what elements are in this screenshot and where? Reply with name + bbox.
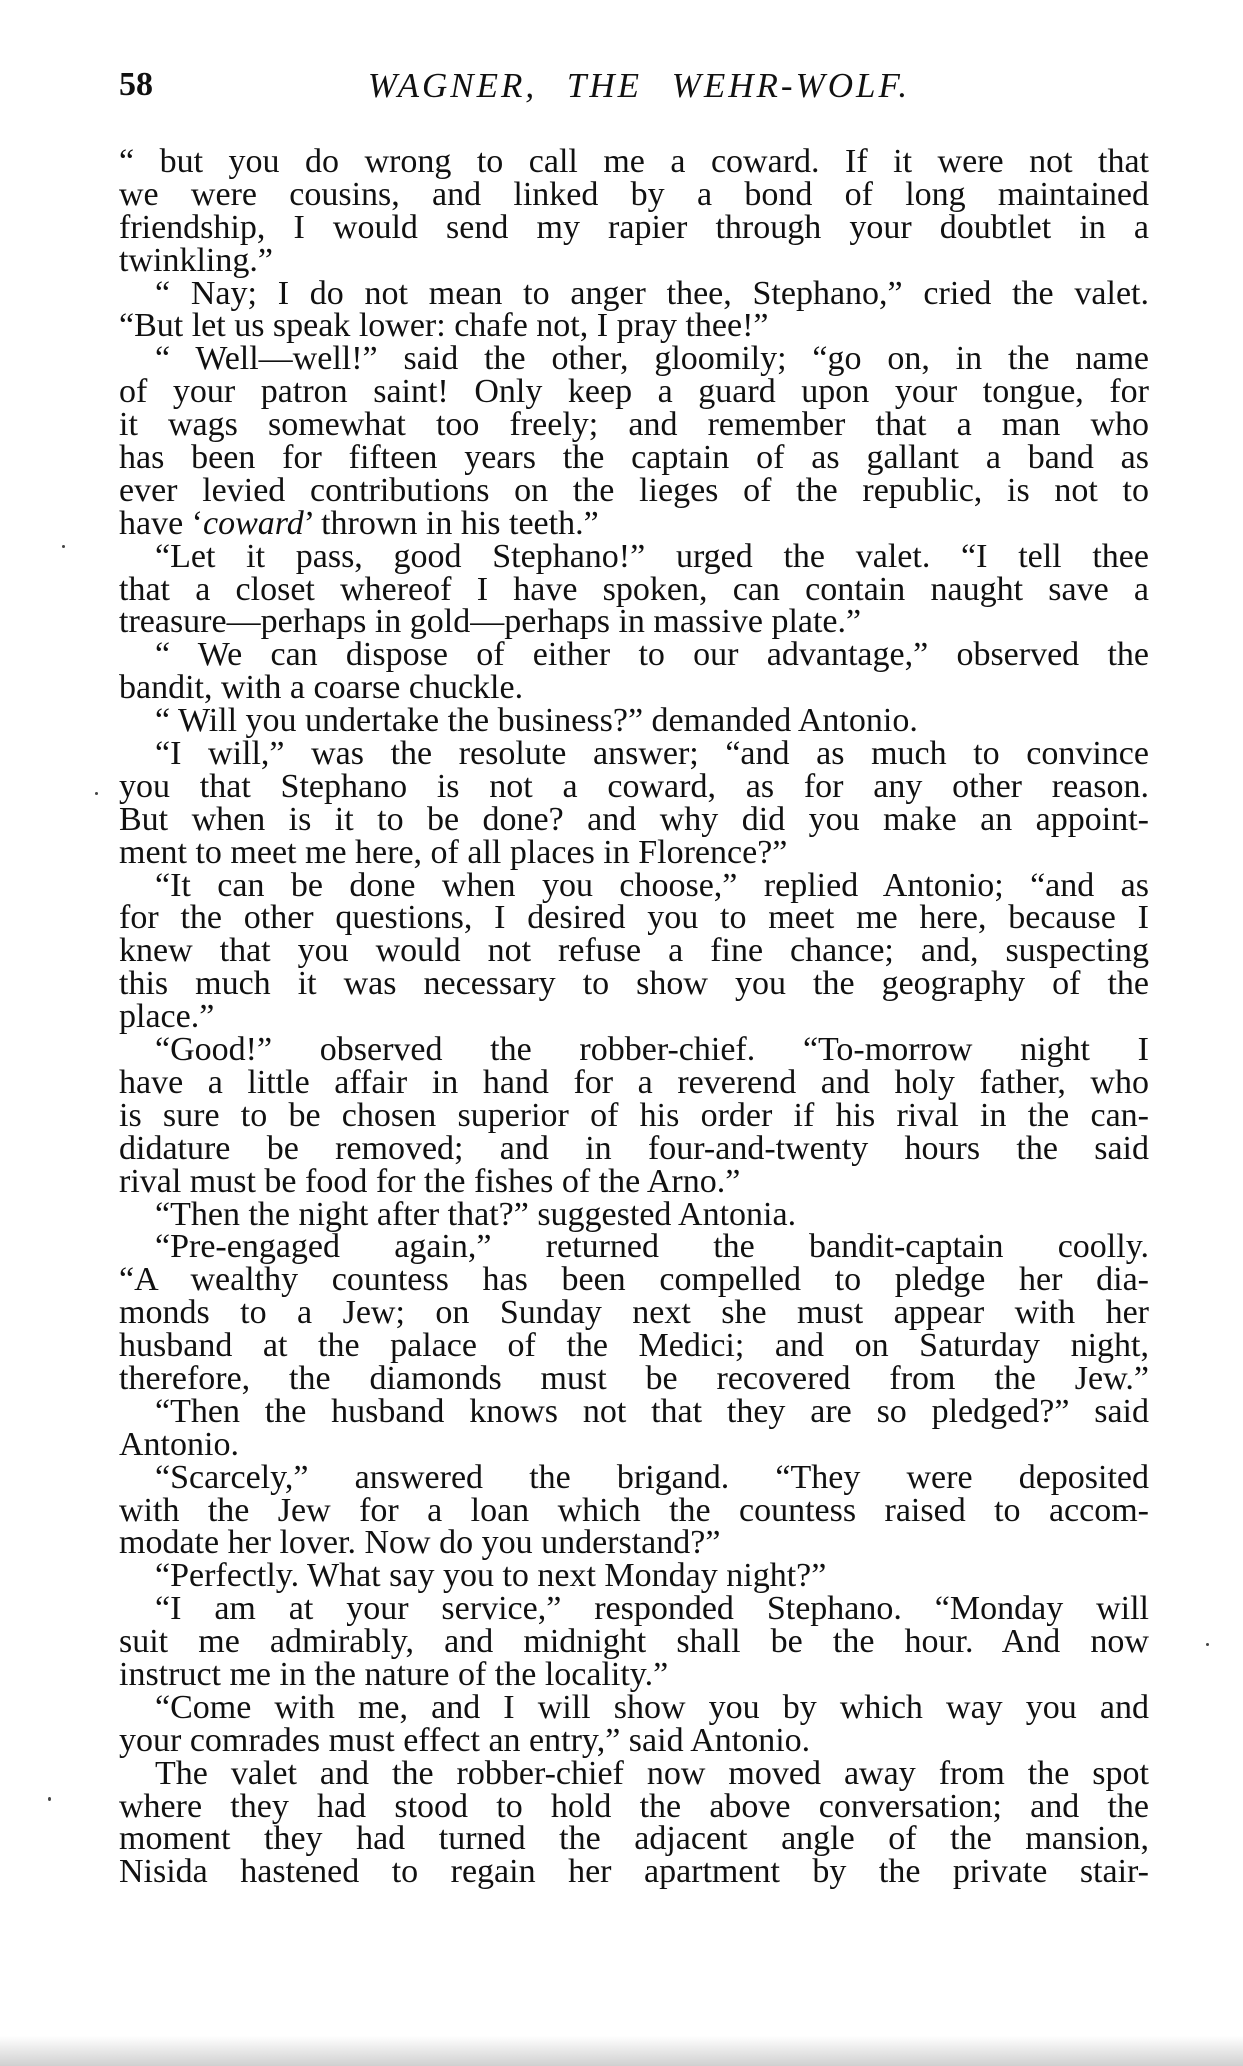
- text-line: place.”: [119, 998, 215, 1036]
- text-line: have a little affair in hand for a reverend and holy father, who: [119, 1063, 1149, 1101]
- text-line: “ Will you undertake the business?” demanded Antonio.: [155, 702, 918, 740]
- page-number: 58: [119, 66, 153, 103]
- text-line: your comrades must effect an entry,” said Antonio.: [119, 1721, 811, 1759]
- text-line: didature be removed; and in four-and-twenty hours the said: [119, 1129, 1149, 1167]
- text-line: “ Well—well!” said the other, gloomily; “go on, in the name: [155, 340, 1149, 378]
- text-line: “Then the night after that?” suggested Antonia.: [155, 1195, 797, 1233]
- scan-edge-noise: [0, 2036, 1243, 2066]
- text-line: Antonio.: [119, 1425, 239, 1463]
- body-text: [119, 143, 1149, 1891]
- text-line: “I will,” was the resolute answer; “and as much to convince: [155, 735, 1149, 773]
- text-line: “ but you do wrong to call me a coward. If it were not that: [119, 143, 1149, 180]
- text-line: suit me admirably, and midnight shall be the hour. And now: [119, 1623, 1149, 1661]
- text-line: treasure—perhaps in gold—perhaps in massive plate.”: [119, 603, 862, 641]
- text-line: “Perfectly. What say you to next Monday night?”: [155, 1557, 827, 1595]
- text-line: has been for fifteen years the captain of as gallant a band as: [119, 439, 1149, 477]
- text-line: Nisida hastened to regain her apartment by the private stair-: [119, 1853, 1149, 1891]
- text-line: monds to a Jew; on Sunday next she must appear with her: [119, 1294, 1149, 1332]
- text-line: where they had stood to hold the above conversation; and the: [119, 1787, 1149, 1825]
- page-header: [119, 66, 1149, 116]
- text-line: instruct me in the nature of the locality.”: [119, 1655, 669, 1693]
- text-line: with the Jew for a loan which the countess raised to accom-: [119, 1491, 1149, 1529]
- text-line: husband at the palace of the Medici; and on Saturday night,: [119, 1327, 1149, 1365]
- text-line: “A wealthy countess has been compelled to pledge her dia-: [119, 1261, 1149, 1299]
- text-line: [119, 504, 1149, 542]
- text-line: therefore, the diamonds must be recovered from the Jew.”: [119, 1359, 1149, 1397]
- text-line: rival must be food for the fishes of the Arno.”: [119, 1162, 741, 1200]
- text-line: that a closet whereof I have spoken, can contain naught save a: [119, 570, 1149, 608]
- text-line: knew that you would not refuse a fine chance; and, suspecting: [119, 932, 1149, 970]
- text-line: “ We can dispose of either to our advantage,” observed the: [155, 636, 1149, 674]
- text-segment: ’ thrown in his teeth.”: [303, 504, 599, 542]
- scan-speck: [48, 1797, 51, 1801]
- text-line: But when is it to be done? and why did you make an appoint-: [119, 800, 1149, 838]
- scan-speck: [95, 792, 98, 795]
- text-line: “Good!” observed the robber-chief. “To-morrow night I: [155, 1031, 1149, 1069]
- text-line: The valet and the robber-chief now moved away from the spot: [155, 1754, 1149, 1792]
- text-line: friendship, I would send my rapier through your doubtlet in a: [119, 208, 1149, 246]
- text-line: is sure to be chosen superior of his order if his rival in the can-: [119, 1096, 1149, 1134]
- scan-speck: [62, 545, 65, 548]
- text-line: “ Nay; I do not mean to anger thee, Stephano,” cried the valet.: [155, 274, 1149, 312]
- text-line: this much it was necessary to show you the geography of the: [119, 965, 1149, 1003]
- text-line: “Let it pass, good Stephano!” urged the valet. “I tell thee: [155, 537, 1149, 575]
- text-line: for the other questions, I desired you to meet me here, because I: [119, 899, 1149, 937]
- text-line: “But let us speak lower: chafe not, I pray thee!”: [119, 307, 769, 345]
- text-line: you that Stephano is not a coward, as for any other reason.: [119, 767, 1149, 805]
- text-line: “I am at your service,” responded Stephano. “Monday will: [155, 1590, 1149, 1628]
- text-line: modate her lover. Now do you understand?”: [119, 1524, 721, 1562]
- text-line: we were cousins, and linked by a bond of long maintained: [119, 175, 1149, 213]
- text-line: moment they had turned the adjacent angle of the mansion,: [119, 1820, 1149, 1858]
- text-line: “Then the husband knows not that they are so pledged?” said: [155, 1392, 1149, 1430]
- text-line: twinkling.”: [119, 241, 273, 279]
- text-line: “Come with me, and I will show you by which way you and: [155, 1688, 1149, 1726]
- text-segment: have ‘: [119, 504, 204, 542]
- scan-speck: [1206, 1643, 1209, 1646]
- text-line: it wags somewhat too freely; and remember that a man who: [119, 406, 1149, 444]
- italic-word: coward: [203, 504, 304, 542]
- text-line: “Scarcely,” answered the brigand. “They were deposited: [155, 1458, 1149, 1496]
- text-line: “Pre-engaged again,” returned the bandit-captain coolly.: [155, 1228, 1149, 1266]
- text-line: of your patron saint! Only keep a guard upon your tongue, for: [119, 373, 1149, 411]
- running-title: WAGNER, THE WEHR-WOLF.: [367, 66, 911, 105]
- text-line: bandit, with a coarse chuckle.: [119, 669, 524, 707]
- text-line: ment to meet me here, of all places in Florence?”: [119, 833, 788, 871]
- text-line: “It can be done when you choose,” replied Antonio; “and as: [155, 866, 1149, 904]
- text-line: ever levied contributions on the lieges of the republic, is not to: [119, 471, 1149, 509]
